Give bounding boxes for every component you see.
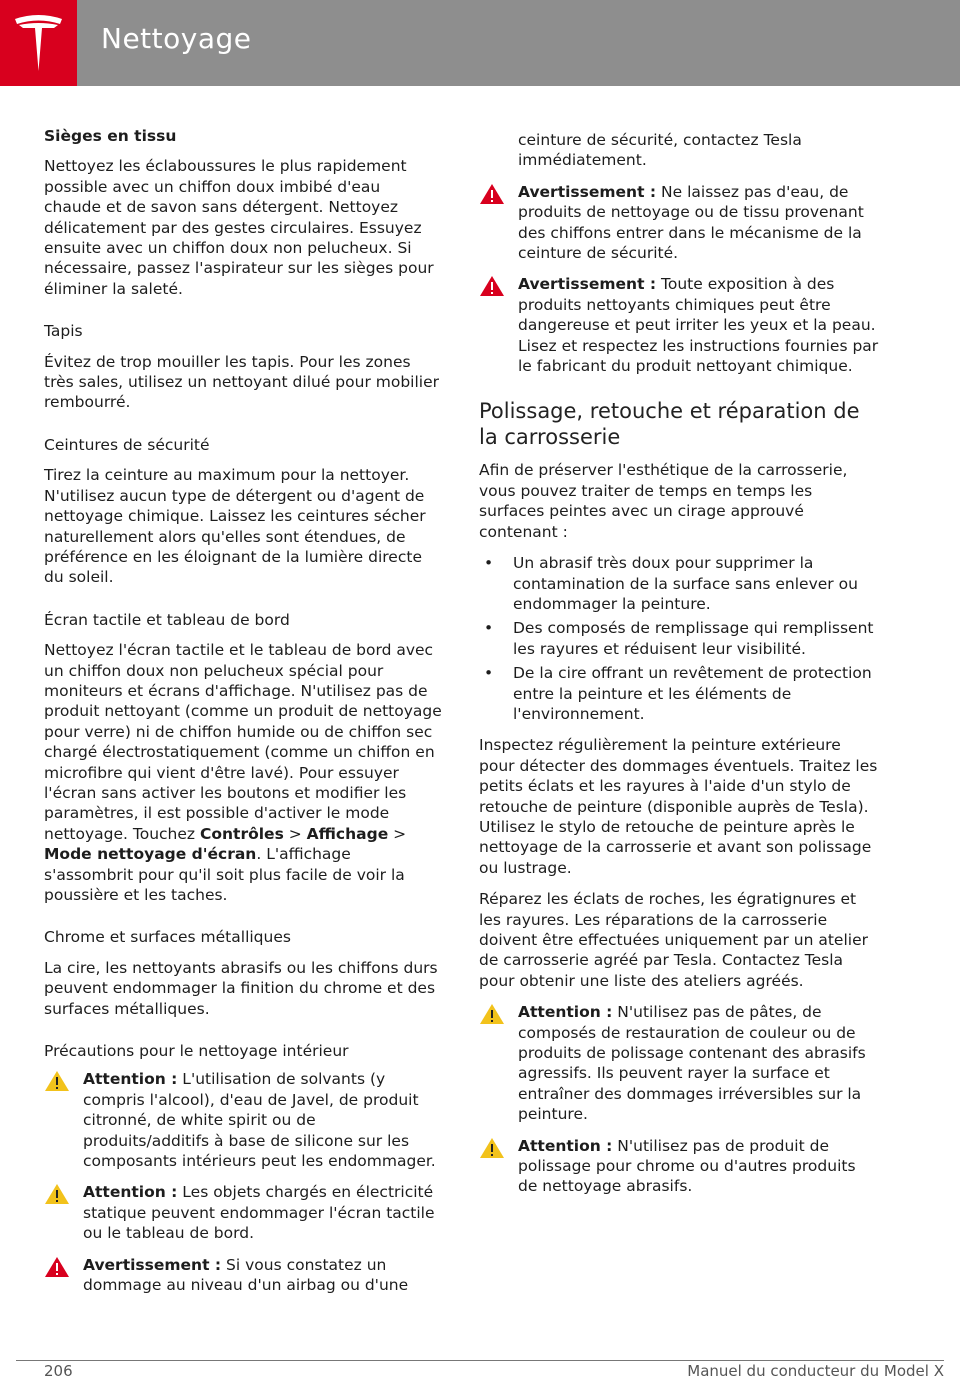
left-column — [44, 126, 442, 1307]
warning-icon — [479, 183, 505, 205]
section-tapis — [44, 321, 442, 413]
page-title: Nettoyage — [101, 22, 252, 55]
section-heading: Chrome et surfaces métalliques — [44, 928, 291, 947]
page-number: 206 — [44, 1362, 73, 1380]
bullet-list — [479, 553, 879, 724]
notice-label: Attention : — [83, 1070, 178, 1089]
section-ecran — [44, 610, 442, 906]
caution-icon — [44, 1070, 70, 1092]
caution-notice: Attention : Les objets chargés en électricité statique peuvent endommager l'écran tactile ou le tableau de bord. — [44, 1182, 442, 1243]
section-heading: Écran tactile et tableau de bord — [44, 610, 290, 629]
caution-notice: Attention : N'utilisez pas de produit de polissage pour chrome ou d'autres produits de nettoyage abrasifs. — [479, 1136, 879, 1197]
warning-notice: Avertissement : Ne laissez pas d'eau, de produits de nettoyage ou de tissu provenant des chiffons entrer dans le mécanisme de la ceinture de sécurité. — [479, 182, 879, 264]
list-item: • De la cire offrant un revêtement de protection entre la peinture et les éléments de l'environnement. — [484, 664, 872, 723]
section-chrome — [44, 927, 442, 1019]
section-text: Nettoyez l'écran tactile et le tableau de bord avec un chiffon doux non pelucheux spécial pour moniteurs et écrans d'affichage. N'utilisez pas de produit nettoyant (comme un produit de nettoyage pour verre) ni de chiffon humide ou de chiffon sec chargé électrostatiquement (comme un chiffon en microfibre qui vient d'être lavé). Pour essuyer l'écran sans activer les boutons et modifier les paramètres, il est possible d'activer le mode nettoyage. Touchez Contrôles > Affichage > Mode nettoyage d'écran. L'affichage s'assombrit pour qu'il soit plus facile de voir la poussière et les taches. — [44, 641, 442, 904]
page-header — [0, 0, 960, 86]
section-text: Évitez de trop mouiller les tapis. Pour les zones très sales, utilisez un nettoyant dilué pour mobilier rembourré. — [44, 352, 439, 412]
section-precautions — [44, 1041, 442, 1295]
caution-notice: Attention : L'utilisation de solvants (y compris l'alcool), d'eau de Javel, de produit citronné, de white spirit ou de produits/additifs à base de silicone sur les composants intérieurs peut les endommager. — [44, 1069, 442, 1171]
warning-continuation: ceinture de sécurité, contactez Tesla immédiatement. — [518, 131, 802, 170]
notice-label: Avertissement : — [83, 1255, 222, 1274]
caution-icon — [479, 1003, 505, 1025]
warning-icon — [479, 275, 505, 297]
section-title-polissage: Polissage, retouche et réparation de la carrosserie — [479, 399, 860, 450]
right-column — [479, 130, 879, 1208]
notice-label: Avertissement : — [518, 182, 657, 201]
section-heading: Ceintures de sécurité — [44, 435, 210, 454]
caution-notice: Attention : N'utilisez pas de pâtes, de composés de restauration de couleur ou de produits de polissage contenant des abrasifs agressifs. Ils peuvent rayer la surface et entraîner des dommages irréversibles sur la peinture. — [479, 1002, 879, 1124]
notice-label: Attention : — [83, 1183, 178, 1202]
menu-path-mode-nettoyage: Mode nettoyage d'écran — [44, 845, 257, 864]
menu-path-affichage: Affichage — [306, 824, 389, 843]
caution-icon — [479, 1137, 505, 1159]
footer-divider — [16, 1360, 944, 1361]
caution-icon — [44, 1183, 70, 1205]
notice-label: Attention : — [518, 1136, 613, 1155]
section-text: La cire, les nettoyants abrasifs ou les chiffons durs peuvent endommager la finition du chrome et des surfaces métalliques. — [44, 958, 438, 1018]
warning-notice: Avertissement : Toute exposition à des produits nettoyants chimiques peut être dangereuse et peut irriter les yeux et la peau. Lisez et respectez les instructions fournies par le fabricant du produit nettoyant chimique. — [479, 274, 879, 376]
paragraph: Réparez les éclats de roches, les égratignures et les rayures. Les réparations de la carrosserie doivent être effectuées uniquement par un atelier de carrosserie agréé par Tesla. Contactez Tesla pour obtenir une liste des ateliers agréés. — [479, 890, 868, 990]
section-sieges — [44, 126, 442, 299]
section-heading: Précautions pour le nettoyage intérieur — [44, 1042, 349, 1061]
notice-label: Avertissement : — [518, 275, 657, 294]
warning-notice: Avertissement : Si vous constatez un dommage au niveau d'un airbag ou d'une — [44, 1255, 442, 1296]
menu-path-controles: Contrôles — [199, 824, 284, 843]
section-text: Nettoyez les éclaboussures le plus rapidement possible avec un chiffon doux imbibé d'eau chaude et de savon sans détergent. Nettoyez délicatement par des gestes circulaires. Essuyez ensuite avec un chiffon doux non pelucheux. Si nécessaire, passez l'aspirateur sur les sièges pour éliminer la saleté. — [44, 157, 434, 298]
notice-label: Attention : — [518, 1003, 613, 1022]
tesla-logo — [0, 0, 77, 86]
warning-icon — [44, 1256, 70, 1278]
list-item: • Un abrasif très doux pour supprimer la contamination de la surface sans enlever ou endommager la peinture. — [484, 554, 858, 613]
manual-title: Manuel du conducteur du Model X — [687, 1362, 944, 1380]
list-item: • Des composés de remplissage qui remplissent les rayures et réduisent leur visibilité. — [484, 619, 874, 658]
tesla-logo-icon — [13, 13, 64, 73]
paragraph: Inspectez régulièrement la peinture extérieure pour détecter des dommages éventuels. Traitez les petits éclats et les rayures à l'aide d'un stylo de retouche de peinture (disponible auprès de Tesla). Utilisez le stylo de retouche de peinture après le nettoyage de la carrosserie et avant son polissage ou lustrage. — [479, 736, 878, 877]
section-heading: Tapis — [44, 322, 83, 341]
section-text: Tirez la ceinture au maximum pour la nettoyer. N'utilisez aucun type de détergent ou d'agent de nettoyage chimique. Laissez les ceintures sécher naturellement alors qu'elles sont étendues, de préférence en les éloignant de la lumière directe du soleil. — [44, 466, 426, 587]
section-ceintures — [44, 435, 442, 588]
section-heading: Sièges en tissu — [44, 127, 177, 145]
paragraph: Afin de préserver l'esthétique de la carrosserie, vous pouvez traiter de temps en temps les surfaces peintes avec un cirage approuvé contenant : — [479, 461, 848, 541]
